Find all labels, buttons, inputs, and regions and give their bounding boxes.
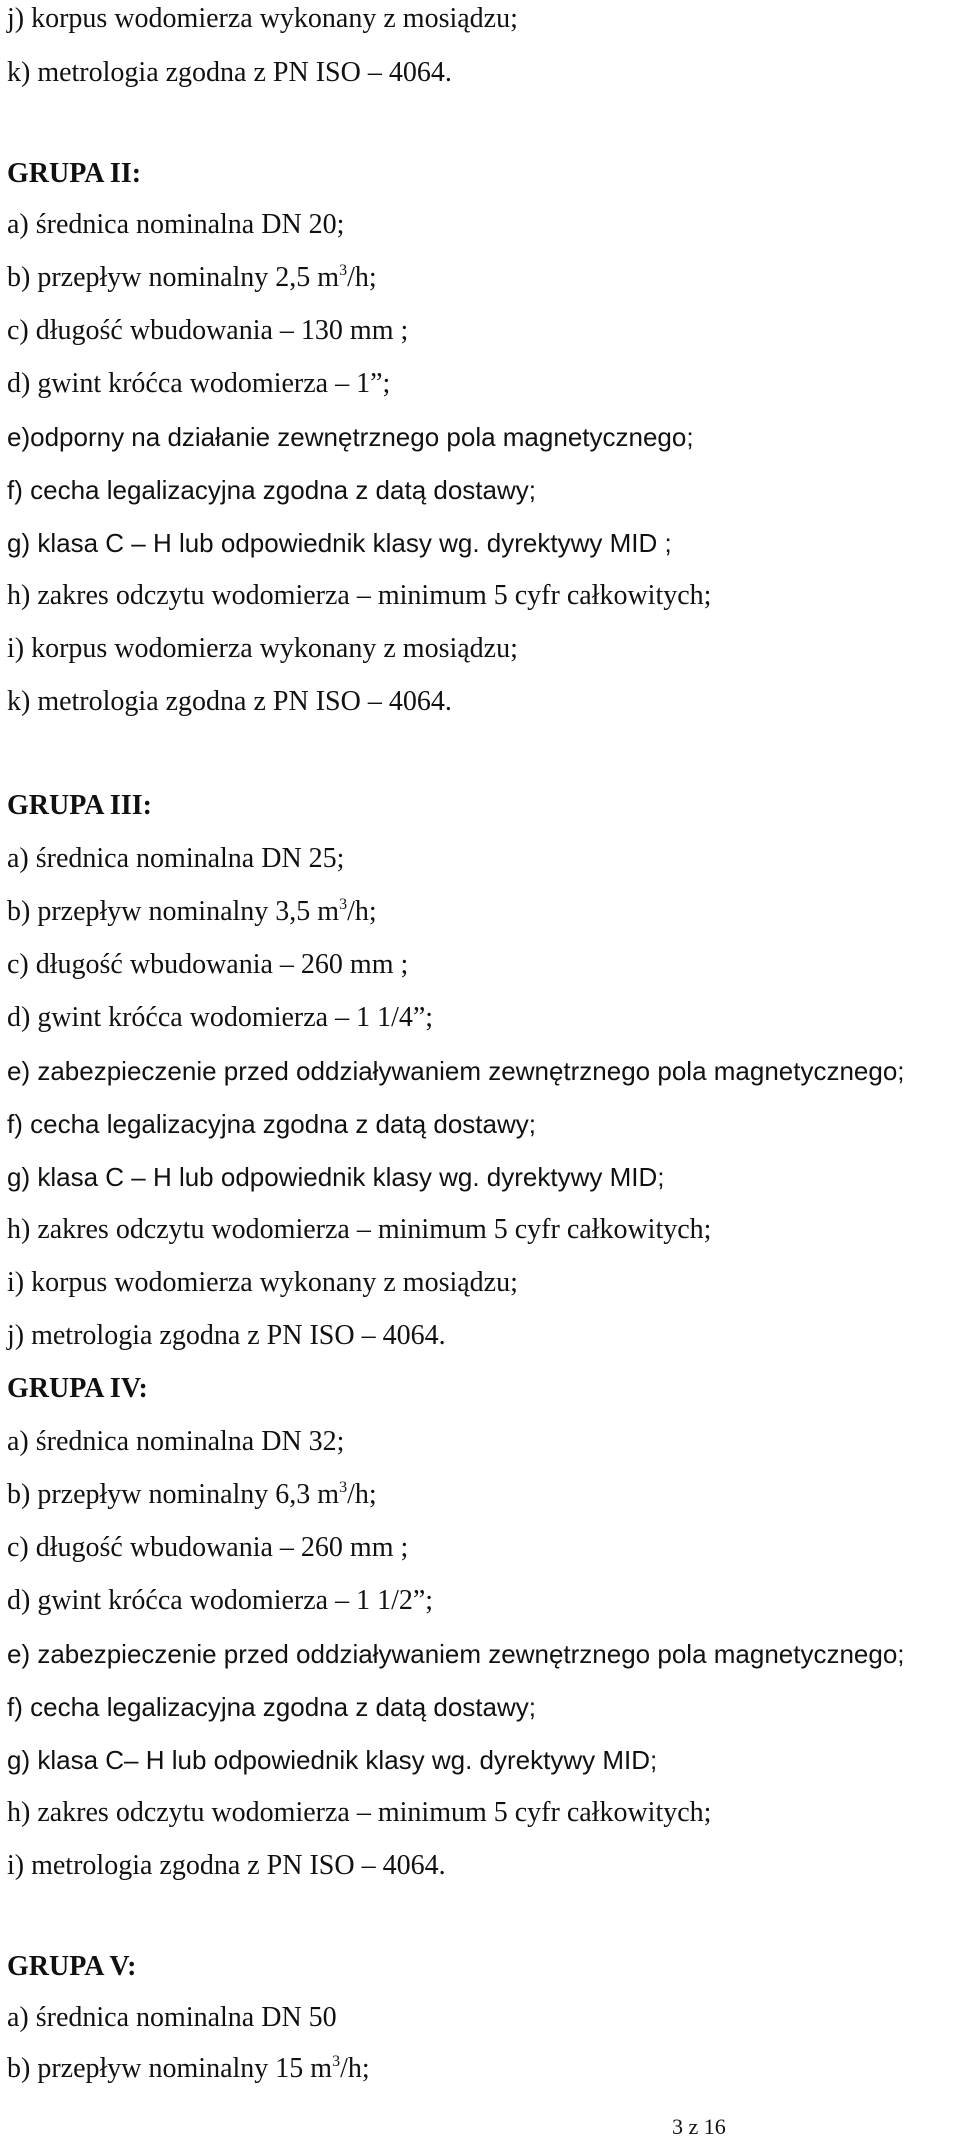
group-v-heading: GRUPA V: [7,1951,137,1982]
group-ii-item-f: f) cecha legalizacyjna zgodna z datą dostawy; [7,475,536,505]
group-iv-item-b-text: b) przepływ nominalny 6,3 m [7,1479,340,1510]
group-ii-item-b-unit: /h; [347,262,377,293]
group-v-item-b [7,2052,370,2086]
group-iii-item-e: e) zabezpieczenie przed oddziaływaniem zewnętrznego pola magnetycznego; [7,1056,905,1086]
top-item-j: j) korpus wodomierza wykonany z mosiądzu; [7,3,518,34]
group-iii-item-f: f) cecha legalizacyjna zgodna z datą dostawy; [7,1109,536,1139]
group-v-item-b-superscript: 3 [332,2053,341,2070]
group-iv-item-a: a) średnica nominalna DN 32; [7,1426,345,1457]
group-iv-item-b [7,1478,377,1512]
group-iv-item-g: g) klasa C– H lub odpowiednik klasy wg. dyrektywy MID; [7,1745,658,1775]
group-v-item-b-unit: /h; [340,2053,370,2084]
group-iii-item-b [7,895,377,929]
group-iii-item-j: j) metrologia zgodna z PN ISO – 4064. [7,1320,446,1351]
group-iv-item-h: h) zakres odczytu wodomierza – minimum 5 cyfr całkowitych; [7,1797,712,1828]
group-ii-item-i: i) korpus wodomierza wykonany z mosiądzu; [7,633,518,664]
group-iv-item-b-superscript: 3 [339,1479,348,1496]
group-iv-item-e: e) zabezpieczenie przed oddziaływaniem zewnętrznego pola magnetycznego; [7,1639,905,1669]
group-iii-item-c: c) długość wbudowania – 260 mm ; [7,949,409,980]
group-ii-item-c: c) długość wbudowania – 130 mm ; [7,315,409,346]
group-iii-item-a: a) średnica nominalna DN 25; [7,843,345,874]
group-ii-item-e: e)odporny na działanie zewnętrznego pola magnetycznego; [7,422,694,452]
top-item-k: k) metrologia zgodna z PN ISO – 4064. [7,57,452,88]
group-iii-item-i: i) korpus wodomierza wykonany z mosiądzu; [7,1267,518,1298]
page-number: 3 z 16 [672,2114,726,2139]
group-iv-item-d: d) gwint króćca wodomierza – 1 1/2”; [7,1585,434,1616]
group-v-item-a: a) średnica nominalna DN 50 [7,2002,337,2033]
group-ii-item-k: k) metrologia zgodna z PN ISO – 4064. [7,686,452,717]
group-iii-item-b-superscript: 3 [339,896,348,913]
group-ii-item-b-superscript: 3 [339,262,348,279]
group-ii-item-h: h) zakres odczytu wodomierza – minimum 5 cyfr całkowitych; [7,580,712,611]
group-v-item-b-text: b) przepływ nominalny 15 m [7,2053,333,2084]
group-ii-item-b [7,261,377,295]
group-ii-item-d: d) gwint króćca wodomierza – 1”; [7,368,391,399]
group-iv-heading: GRUPA IV: [7,1373,148,1404]
group-iv-item-b-unit: /h; [347,1479,377,1510]
group-iv-item-c: c) długość wbudowania – 260 mm ; [7,1532,409,1563]
group-iii-heading: GRUPA III: [7,790,152,821]
group-ii-heading: GRUPA II: [7,158,142,189]
group-ii-item-a: a) średnica nominalna DN 20; [7,209,345,240]
group-iv-item-f: f) cecha legalizacyjna zgodna z datą dostawy; [7,1692,536,1722]
group-iv-item-i: i) metrologia zgodna z PN ISO – 4064. [7,1850,446,1881]
group-iii-item-d: d) gwint króćca wodomierza – 1 1/4”; [7,1002,434,1033]
group-ii-item-g: g) klasa C – H lub odpowiednik klasy wg. dyrektywy MID ; [7,528,672,558]
group-iii-item-g: g) klasa C – H lub odpowiednik klasy wg. dyrektywy MID; [7,1162,665,1192]
group-ii-item-b-text: b) przepływ nominalny 2,5 m [7,262,340,293]
group-iii-item-b-text: b) przepływ nominalny 3,5 m [7,896,340,927]
group-iii-item-b-unit: /h; [347,896,377,927]
group-iii-item-h: h) zakres odczytu wodomierza – minimum 5 cyfr całkowitych; [7,1214,712,1245]
